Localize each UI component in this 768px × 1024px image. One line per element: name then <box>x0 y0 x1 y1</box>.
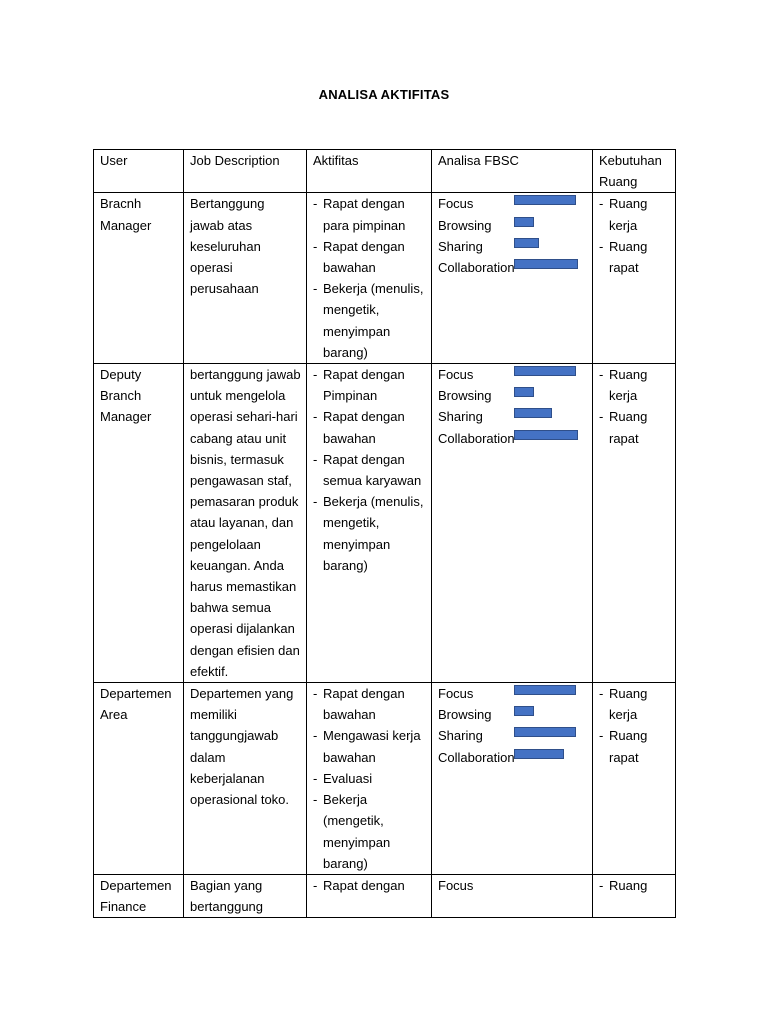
cell-activities <box>307 874 432 917</box>
space-need-item: - Ruang rapat <box>599 236 671 278</box>
header-job-description: Job Description <box>184 150 307 193</box>
cell-job-description: Bertanggung jawab atas keseluruhan operasi perusahaan <box>184 193 307 364</box>
cell-activities <box>307 364 432 683</box>
fbsc-item <box>438 704 588 725</box>
fbsc-level-bar <box>514 706 534 716</box>
fbsc-label: Browsing <box>438 707 492 723</box>
cell-activities <box>307 193 432 364</box>
cell-user: Departemen Area <box>94 683 184 875</box>
fbsc-level-bar <box>514 749 564 759</box>
fbsc-label: Focus <box>438 686 474 702</box>
fbsc-level-bar <box>514 195 576 205</box>
fbsc-level-bar <box>514 685 576 695</box>
fbsc-item <box>438 747 588 768</box>
table-body <box>94 193 676 918</box>
cell-fbsc <box>432 364 593 683</box>
space-need-item: - Ruang kerja <box>599 193 671 235</box>
fbsc-item <box>438 385 588 406</box>
fbsc-item <box>438 193 588 214</box>
activity-item: - Rapat dengan <box>313 875 427 896</box>
fbsc-item <box>438 257 588 278</box>
table-row <box>94 874 676 917</box>
space-need-item: - Ruang rapat <box>599 725 671 767</box>
header-user: User <box>94 150 184 193</box>
fbsc-label: Collaboration <box>438 430 515 446</box>
page-title: ANALISA AKTIFITAS <box>318 87 450 102</box>
space-need-item: - Ruang <box>599 875 671 896</box>
activity-item: - Rapat dengan para pimpinan <box>313 193 427 235</box>
activity-item: - Bekerja (menulis, mengetik, menyimpan barang) <box>313 278 427 363</box>
space-need-list <box>599 364 671 449</box>
fbsc-label: Focus <box>438 196 474 212</box>
cell-job-description: bertanggung jawab untuk mengelola operasi sehari-hari cabang atau unit bisnis, termasuk pengawasan staf, pemasaran produk atau layanan, dan pengelolaan keuangan. Anda harus memastikan bahwa semua operasi dijalankan dengan efisien dan efektif. <box>184 364 307 683</box>
cell-fbsc <box>432 874 593 917</box>
activity-analysis-table <box>93 149 676 918</box>
fbsc-label: Collaboration <box>438 259 515 275</box>
space-need-item: - Ruang kerja <box>599 683 671 725</box>
cell-user: Deputy Branch Manager <box>94 364 184 683</box>
fbsc-label: Sharing <box>438 409 483 425</box>
fbsc-item <box>438 683 588 704</box>
cell-space-needs <box>593 874 676 917</box>
space-need-item: - Ruang rapat <box>599 406 671 448</box>
activity-item: - Mengawasi kerja bawahan <box>313 725 427 767</box>
cell-space-needs <box>593 683 676 875</box>
activity-list <box>313 193 427 363</box>
cell-job-description: Departemen yang memiliki tanggungjawab dalam keberjalanan operasional toko. <box>184 683 307 875</box>
space-need-list <box>599 193 671 278</box>
table-header-row <box>94 150 676 193</box>
fbsc-label: Collaboration <box>438 749 515 765</box>
activity-item: - Rapat dengan bawahan <box>313 236 427 278</box>
activity-item: - Rapat dengan Pimpinan <box>313 364 427 406</box>
header-fbsc-analysis: Analisa FBSC <box>432 150 593 193</box>
header-activity: Aktifitas <box>307 150 432 193</box>
header-space-needs: Kebutuhan Ruang <box>593 150 676 193</box>
fbsc-level-bar <box>514 366 576 376</box>
fbsc-level-bar <box>514 408 552 418</box>
space-need-item: - Ruang kerja <box>599 364 671 406</box>
fbsc-item <box>438 236 588 257</box>
activity-item: - Rapat dengan bawahan <box>313 683 427 725</box>
fbsc-level-bar <box>514 387 534 397</box>
activity-item: - Evaluasi <box>313 768 427 789</box>
fbsc-level-bar <box>514 238 539 248</box>
fbsc-level-bar <box>514 727 576 737</box>
cell-fbsc <box>432 193 593 364</box>
fbsc-item <box>438 215 588 236</box>
activity-item: - Rapat dengan semua karyawan <box>313 449 427 491</box>
fbsc-label: Focus <box>438 367 474 383</box>
fbsc-level-bar <box>514 217 534 227</box>
activity-item: - Rapat dengan bawahan <box>313 406 427 448</box>
table-row <box>94 683 676 875</box>
activity-item: - Bekerja (mengetik, menyimpan barang) <box>313 789 427 874</box>
fbsc-item <box>438 725 588 746</box>
cell-user: Departemen Finance <box>94 874 184 917</box>
space-need-list <box>599 683 671 768</box>
activity-list <box>313 683 427 874</box>
cell-job-description: Bagian yang bertanggung <box>184 874 307 917</box>
space-need-list <box>599 875 671 896</box>
fbsc-item <box>438 406 588 427</box>
fbsc-label: Sharing <box>438 728 483 744</box>
fbsc-label: Sharing <box>438 238 483 254</box>
activity-list <box>313 875 427 896</box>
fbsc-level-bar <box>514 259 578 269</box>
fbsc-item <box>438 364 588 385</box>
cell-space-needs <box>593 364 676 683</box>
fbsc-label: Browsing <box>438 217 492 233</box>
table-row <box>94 193 676 364</box>
table-row <box>94 364 676 683</box>
fbsc-label: Focus <box>438 877 474 893</box>
activity-item: - Bekerja (menulis, mengetik, menyimpan barang) <box>313 491 427 576</box>
cell-user: Bracnh Manager <box>94 193 184 364</box>
fbsc-item <box>438 875 588 896</box>
fbsc-level-bar <box>514 430 578 440</box>
cell-space-needs <box>593 193 676 364</box>
cell-fbsc <box>432 683 593 875</box>
cell-activities <box>307 683 432 875</box>
activity-list <box>313 364 427 576</box>
fbsc-item <box>438 428 588 449</box>
fbsc-label: Browsing <box>438 388 492 404</box>
